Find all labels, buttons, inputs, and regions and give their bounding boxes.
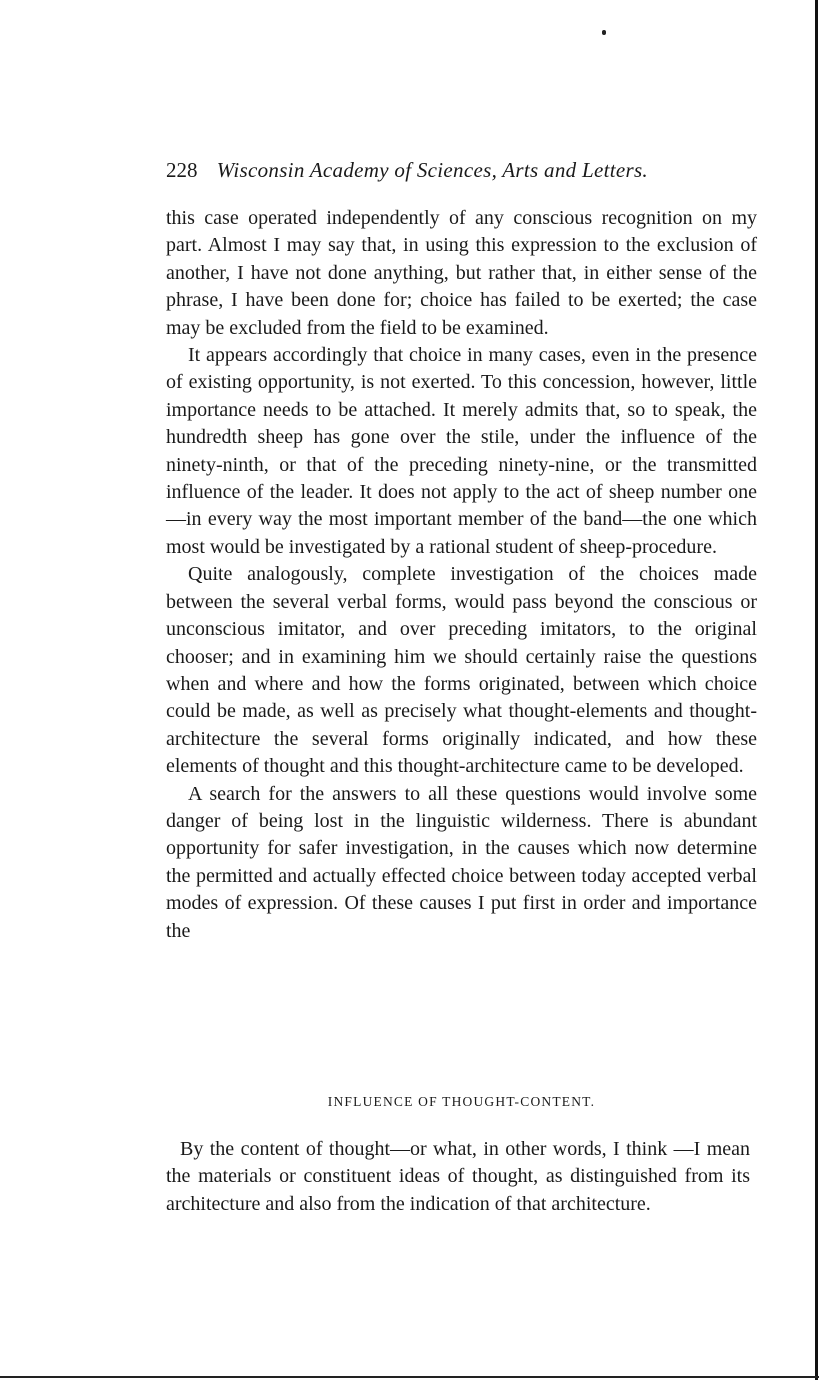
scan-speck (602, 30, 606, 35)
main-text (166, 205, 757, 945)
paragraph-4: A search for the answers to all these questions would involve some danger of being lost in the linguistic wilderness. There is abundant opportunity for safer investigation, in the causes which now determine the permitted and actually effected choice between today accepted verbal modes of expression. Of these causes I put first in order and importance the (166, 782, 757, 942)
page-number: 228 (166, 158, 198, 182)
paragraph-1: this case operated independently of any conscious recognition on my part. Almost I may say that, in using this expression to the exclusion of another, I have not done anything, but rather that, in either sense of the phrase, I have been done for; choice has failed to be exerted; the case may be excluded from the field to be examined. (166, 207, 757, 339)
scan-edge-bottom (0, 1376, 819, 1378)
running-header (166, 150, 706, 190)
closing-paragraph: By the content of thought—or what, in other words, I think —I mean the materials or constituent ideas of thought, as distinguished from its architecture and also from the indication of that architecture. (166, 1138, 750, 1215)
paragraph-3: Quite analogously, complete investigation of the choices made between the several verbal forms, would pass beyond the conscious or unconscious imitator, and over preceding imitators, to the original chooser; and in examining him we should certainly raise the questions when and where and how the forms originated, between which choice could be made, as well as precisely what thought-elements and thought-architecture the several forms originally indicated, and how these elements of thought and this thought-architecture came to be developed. (166, 563, 757, 778)
section-text (166, 1136, 750, 1218)
running-title: Wisconsin Academy of Sciences, Arts and Letters. (216, 158, 648, 182)
scan-edge-right (815, 0, 818, 1380)
paragraph-2: It appears accordingly that choice in many cases, even in the presence of existing opportunity, is not exerted. To this concession, however, little importance needs to be attached. It merely admits that, so to speak, the hundredth sheep has gone over the stile, under the influence of the ninety-ninth, or that of the preceding ninety-nine, or the transmitted influence of the leader. It does not apply to the act of sheep number one—in every way the most important member of the band—the one which most would be investigated by a rational student of sheep-procedure. (166, 344, 757, 558)
section-heading: INFLUENCE OF THOUGHT-CONTENT. (327, 1094, 596, 1109)
